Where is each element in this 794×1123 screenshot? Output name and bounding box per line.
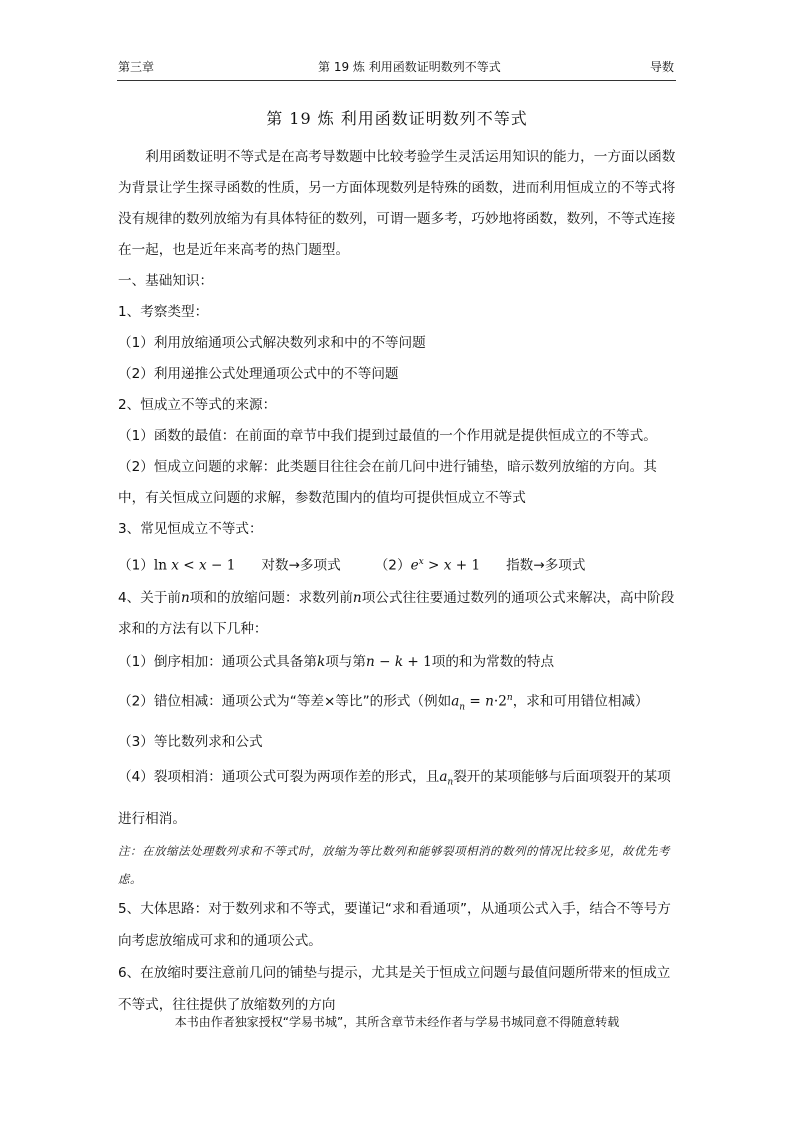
item-2-1: （1）函数的最值：在前面的章节中我们提到过最值的一个作用就是提供恒成立的不等式。 — [118, 428, 657, 444]
item-2-heading: 2、恒成立不等式的来源： — [118, 397, 277, 413]
item-4-1: （1）倒序相加：通项公式具备第k项与第n − k + 1项的和为常数的特点 — [118, 653, 555, 670]
item-2-2: （2）恒成立问题的求解：此类题目往往会在前几问中进行铺垫，暗示数列放缩的方向。其中，有关恒成立问题的求解，参数范围内的值均可提供恒成立不等式 — [118, 459, 657, 506]
page-header — [118, 58, 674, 78]
item-3-heading: 3、常见恒成立不等式： — [118, 521, 263, 537]
item-6: 6、在放缩时要注意前几问的铺垫与提示，尤其是关于恒成立问题与最值问题所带来的恒成立不等式，往往提供了放缩数列的方向 — [118, 964, 671, 1013]
item-3-inequalities: （1）ln x < x − 1 对数→多项式 $(2)e^x > x + 1$ 指数→多项式 — [118, 557, 586, 574]
intro-paragraph: 利用函数证明不等式是在高考导数题中比较考验学生灵活运用知识的能力，一方面以函数为背景让学生探寻函数的性质，另一方面体现数列是特殊的函数，进而利用恒成立的不等式将没有规律的数列放缩为有具体特征的数列，可谓一题多考，巧妙地将函数，数列，不等式连接在一起，也是近年来高考的热门题型。 — [118, 149, 676, 258]
item-4-2: （2）错位相减：通项公式为“等差×等比”的形式（例如$a_n = n\cdot 2^n$，求和可用错位相减） — [118, 692, 649, 712]
header-divider — [117, 80, 676, 81]
header-subject: 导数 — [649, 60, 674, 74]
item-1-2: （2）利用递推公式处理通项公式中的不等问题 — [118, 366, 399, 382]
item-1-heading: 1、考察类型： — [118, 304, 209, 320]
item-4-heading: 4、关于前n项和的放缩问题：求数列前n项公式往往要通过数列的通项公式来解决，高中阶段求和的方法有以下几种： — [118, 589, 675, 637]
header-section-title: 第 19 炼 利用函数证明数列不等式 — [318, 60, 501, 74]
page-title: 第 19 炼 利用函数证明数列不等式 — [266, 109, 528, 128]
note-paragraph: 注：在放缩法处理数列求和不等式时，放缩为等比数列和能够裂项相消的数列的情况比较多见，故优先考虑。 — [118, 843, 670, 886]
item-4-4: （4）裂项相消：通项公式可裂为两项作差的形式，且$a_n$裂开的某项能够与后面项裂开的某项进行相消。 — [118, 768, 671, 827]
document-body — [118, 142, 678, 1021]
section-basic-knowledge: 一、基础知识： — [118, 273, 214, 289]
item-1-1: （1）利用放缩通项公式解决数列求和中的不等问题 — [118, 335, 426, 351]
item-4-3: （3）等比数列求和公式 — [118, 733, 263, 750]
item-5: 5、大体思路：对于数列求和不等式，要谨记“求和看通项”，从通项公式入手，结合不等号方向考虑放缩成可求和的通项公式。 — [118, 900, 671, 949]
page-footer: 本书由作者独家授权“学易书城”，其所含章节未经作者与学易书城同意不得随意转载 — [174, 1015, 620, 1029]
header-chapter: 第三章 — [118, 60, 155, 74]
